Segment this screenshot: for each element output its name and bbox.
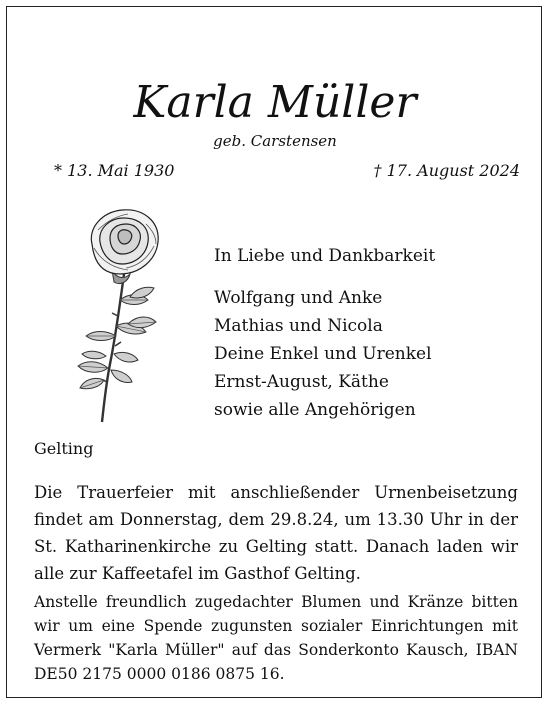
mourner-line: Ernst-August, Käthe — [214, 372, 389, 392]
mourner-line: Deine Enkel und Urenkel — [214, 344, 432, 364]
deceased-name: Karla Müller — [133, 77, 417, 128]
intro-line: In Liebe und Dankbarkeit — [214, 246, 436, 266]
birth-date: * 13. Mai 1930 — [54, 161, 175, 180]
ceremony-paragraph: Die Trauerfeier mit anschließender Urnenbeisetzung findet am Donnerstag, dem 29.8.24, um 13.30 Uhr in der St. Katharinenkirche zu Gelting statt. Danach laden wir alle zur Kaffeetafel im Gasthof Gelting. — [34, 483, 518, 583]
donation-paragraph: Anstelle freundlich zugedachter Blumen und Kränze bitten wir um eine Spende zugunsten sozialer Einrichtungen mit Vermerk "Karla Müller" auf das Sonderkonto Kausch, IBAN DE50 2175 0000 0186 0875 16. — [34, 593, 518, 683]
mourner-line: Wolfgang und Anke — [214, 288, 383, 308]
place-name: Gelting — [34, 439, 94, 458]
mourners-block — [214, 242, 435, 424]
rose-illustration — [58, 204, 188, 428]
mourner-line: sowie alle Angehörigen — [214, 400, 416, 420]
maiden-name: geb. Carstensen — [213, 132, 337, 150]
death-date: † 17. August 2024 — [373, 161, 520, 180]
mourner-line: Mathias und Nicola — [214, 316, 383, 336]
